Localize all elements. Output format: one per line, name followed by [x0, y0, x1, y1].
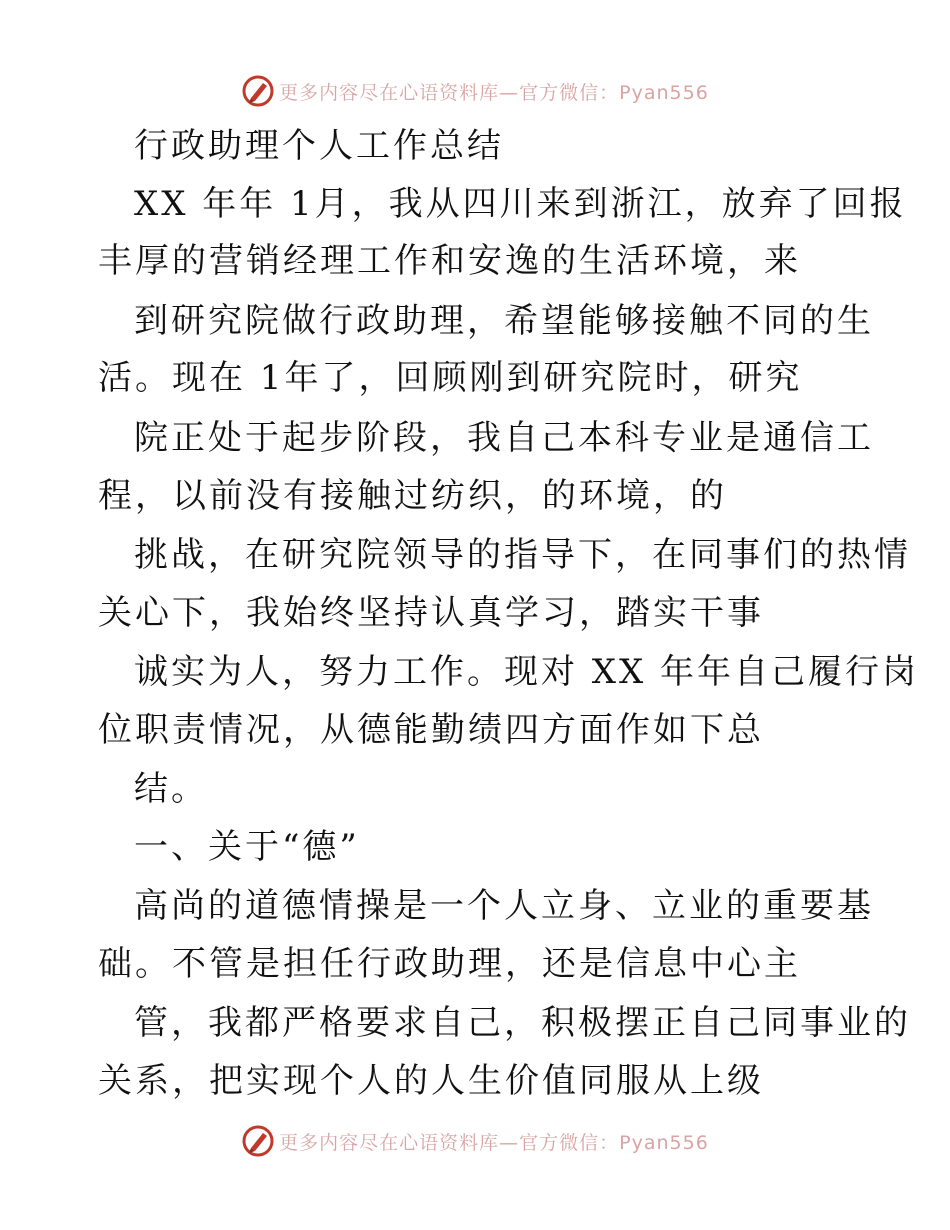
paragraph-line: 位职责情况，从德能勤绩四方面作如下总 [98, 710, 764, 750]
paragraph-line: 高尚的道德情操是一个人立身、立业的重要基 [134, 886, 874, 926]
doc-title: 行政助理个人工作总结 [134, 126, 504, 166]
paragraph-line: XX 年年 1月，我从四川来到浙江，放弃了回报 [134, 184, 907, 224]
paragraph-line: 程，以前没有接触过纺织，的环境，的 [98, 476, 727, 516]
paragraph-line: 到研究院做行政助理，希望能够接触不同的生 [134, 301, 874, 341]
pen-logo-icon [241, 74, 275, 108]
section-heading: 一、关于“德” [134, 827, 360, 867]
paragraph-line: 挑战，在研究院领导的指导下，在同事们的热情 [134, 535, 911, 575]
paragraph-line: 丰厚的营销经理工作和安逸的生活环境，来 [98, 241, 801, 281]
paragraph-line: 管，我都严格要求自己，积极摆正自己同事业的 [134, 1003, 911, 1043]
paragraph-line: 关系，把实现个人的人生价值同服从上级 [98, 1061, 764, 1101]
paragraph-line: 活。现在 1年了，回顾刚到研究院时，研究 [98, 358, 803, 398]
paragraph-line: 础。不管是担任行政助理，还是信息中心主 [98, 944, 801, 984]
paragraph-line: 诚实为人，努力工作。现对 XX 年年自己履行岗 [134, 652, 920, 692]
header-watermark [0, 74, 950, 108]
footer-watermark [0, 1124, 950, 1158]
watermark-text: 更多内容尽在心语资料库—官方微信：Pyan556 [279, 81, 709, 104]
paragraph-line: 关心下，我始终坚持认真学习，踏实干事 [98, 593, 764, 633]
paragraph-line: 结。 [134, 769, 208, 809]
paragraph-line: 院正处于起步阶段，我自己本科专业是通信工 [134, 418, 874, 458]
watermark-text: 更多内容尽在心语资料库—官方微信：Pyan556 [279, 1131, 709, 1154]
pen-logo-icon [241, 1124, 275, 1158]
